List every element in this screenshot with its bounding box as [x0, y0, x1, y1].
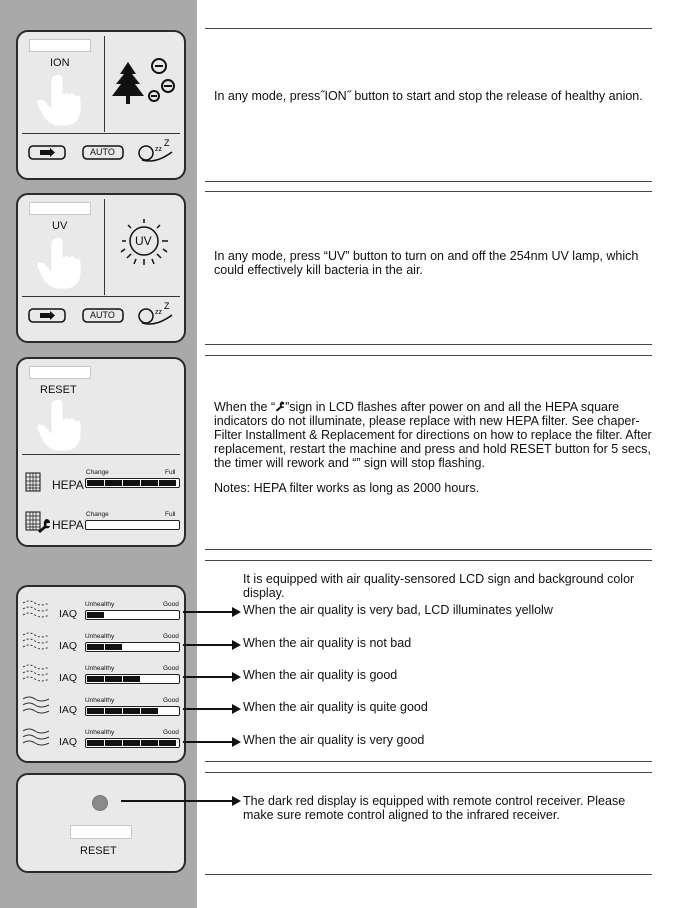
hepa-change-label-2: Change [86, 511, 109, 518]
section-rule [205, 874, 652, 875]
iaq-arrow [183, 708, 239, 710]
iaq-arrow [183, 611, 239, 613]
reset-panel [16, 357, 186, 547]
reset-desc-rest: ”sign in LCD flashes after power on and all the HEPA square indicators do not illuminate, please replace with new HEPA filter. See chaper-Filter Installment & Replacement for directions on how to replace the filter. After replacement, restart the machine and press and hold RESET button for 5 secs, the timer will rework and “” sign will stop flashing. [214, 400, 652, 470]
iaq-level-bar [85, 738, 180, 748]
iaq-label: IAQ [59, 640, 78, 652]
uv-panel-divider [104, 199, 105, 295]
tree-icon [110, 60, 146, 106]
hepa-filter-icon [25, 472, 41, 492]
hepa-full-label-2: Full [165, 511, 176, 518]
section-rule [205, 191, 652, 192]
iaq-unhealthy-label: Unhealthy [85, 697, 115, 704]
receiver-arrow [121, 800, 239, 802]
iaq-good-label: Good [163, 601, 179, 608]
uv-display-slot [29, 202, 91, 215]
iaq-level-segment [87, 740, 104, 746]
wrench-inline-icon [275, 400, 285, 413]
iaq-description-line: When the air quality is very good [243, 733, 425, 747]
wrench-icon [37, 518, 51, 534]
iaq-level-segment [123, 676, 140, 682]
iaq-description-line: When the air quality is good [243, 668, 398, 682]
uv-description: In any mode, press “UV” button to turn on and off the 254nm UV lamp, which could effectively kill bacteria in the air. [214, 249, 639, 277]
iaq-unhealthy-label: Unhealthy [85, 601, 115, 608]
mode-cycle-icon[interactable] [28, 144, 66, 162]
receiver-reset-label: RESET [80, 845, 117, 857]
reset-description [214, 400, 654, 470]
iaq-level-segment [87, 644, 104, 650]
airflow-icon [22, 695, 50, 717]
iaq-level-segment [123, 740, 140, 746]
anion-symbols-icon [146, 54, 176, 109]
uv-panel [16, 193, 186, 343]
iaq-level-segment [105, 676, 122, 682]
iaq-good-label: Good [163, 633, 179, 640]
hand-press-icon[interactable] [34, 72, 84, 127]
mode-cycle-icon[interactable] [28, 307, 66, 325]
iaq-good-label: Good [163, 697, 179, 704]
hand-press-icon[interactable] [34, 397, 84, 452]
hepa-empty-bar [85, 520, 180, 530]
iaq-panel [16, 585, 186, 763]
iaq-unhealthy-label: Unhealthy [85, 665, 115, 672]
iaq-arrow [183, 741, 239, 743]
svg-text:zz: zz [155, 146, 162, 153]
iaq-level-segment [159, 740, 176, 746]
iaq-level-segment [141, 740, 158, 746]
iaq-level-segment [105, 740, 122, 746]
iaq-label: IAQ [59, 608, 78, 620]
iaq-label: IAQ [59, 736, 78, 748]
receiver-display-slot [70, 825, 132, 839]
reset-display-slot [29, 366, 91, 379]
uv-panel-hline [22, 296, 180, 297]
iaq-description-line: When the air quality is not bad [243, 636, 412, 650]
iaq-level-bar [85, 706, 180, 716]
svg-text:zz: zz [155, 309, 162, 316]
infrared-receiver-dot [92, 795, 108, 811]
iaq-unhealthy-label: Unhealthy [85, 633, 115, 640]
iaq-level-segment [105, 708, 122, 714]
section-rule [205, 28, 652, 29]
ion-panel [16, 30, 186, 180]
iaq-level-segment [141, 708, 158, 714]
iaq-good-label: Good [163, 665, 179, 672]
section-rule [205, 181, 652, 182]
receiver-description: The dark red display is equipped with remote control receiver. Please make sure remote control aligned to the infrared receiver. [243, 794, 626, 822]
ion-description: In any mode, press˝ION˝ button to start and stop the release of healthy anion. [214, 89, 643, 103]
section-rule [205, 549, 652, 550]
hepa-label-2: HEPA [52, 518, 84, 532]
sleep-mode-icon[interactable] [136, 138, 176, 164]
hand-press-icon[interactable] [34, 235, 84, 290]
iaq-level-segment [87, 612, 104, 618]
section-rule [205, 560, 652, 561]
sleep-mode-icon[interactable] [136, 301, 176, 327]
iaq-level-bar [85, 610, 180, 620]
section-rule [205, 772, 652, 773]
iaq-level-segment [87, 708, 104, 714]
iaq-level-bar [85, 642, 180, 652]
reset-button-label: RESET [40, 384, 77, 396]
hepa-change-label: Change [86, 469, 109, 476]
iaq-description-line: When the air quality is quite good [243, 700, 428, 714]
uv-button-label: UV [52, 220, 68, 232]
iaq-label: IAQ [59, 704, 78, 716]
reset-desc-start: When the “ [214, 400, 276, 414]
ion-button-label: ION [50, 57, 70, 69]
iaq-level-bar [85, 674, 180, 684]
hepa-label: HEPA [52, 478, 84, 492]
reset-panel-hline [22, 454, 180, 455]
uv-lamp-label: UV [135, 234, 152, 248]
dashed-airflow-icon [22, 631, 50, 653]
section-rule [205, 761, 652, 762]
hepa-level-bar [85, 478, 180, 488]
ion-panel-hline [22, 133, 180, 134]
auto-mode-label: AUTO [90, 147, 115, 157]
iaq-label: IAQ [59, 672, 78, 684]
svg-text:Z: Z [164, 138, 170, 148]
iaq-level-segment [105, 644, 122, 650]
ion-panel-divider [104, 36, 105, 132]
auto-mode-label: AUTO [90, 310, 115, 320]
iaq-arrow [183, 644, 239, 646]
iaq-arrow [183, 676, 239, 678]
dashed-airflow-icon [22, 663, 50, 685]
iaq-level-segment [87, 676, 104, 682]
svg-text:Z: Z [164, 301, 170, 311]
receiver-panel [16, 773, 186, 873]
iaq-unhealthy-label: Unhealthy [85, 729, 115, 736]
section-rule [205, 344, 652, 345]
iaq-good-label: Good [163, 729, 179, 736]
section-rule [205, 355, 652, 356]
dashed-airflow-icon [22, 599, 50, 621]
reset-notes: Notes: HEPA filter works as long as 2000 hours. [214, 481, 480, 495]
iaq-level-segment [123, 708, 140, 714]
iaq-intro: It is equipped with air quality-sensored LCD sign and background color display. [243, 572, 635, 600]
airflow-icon [22, 727, 50, 749]
ion-display-slot [29, 39, 91, 52]
hepa-full-label: Full [165, 469, 176, 476]
iaq-description-line: When the air quality is very bad, LCD illuminates yellolw [243, 603, 553, 617]
